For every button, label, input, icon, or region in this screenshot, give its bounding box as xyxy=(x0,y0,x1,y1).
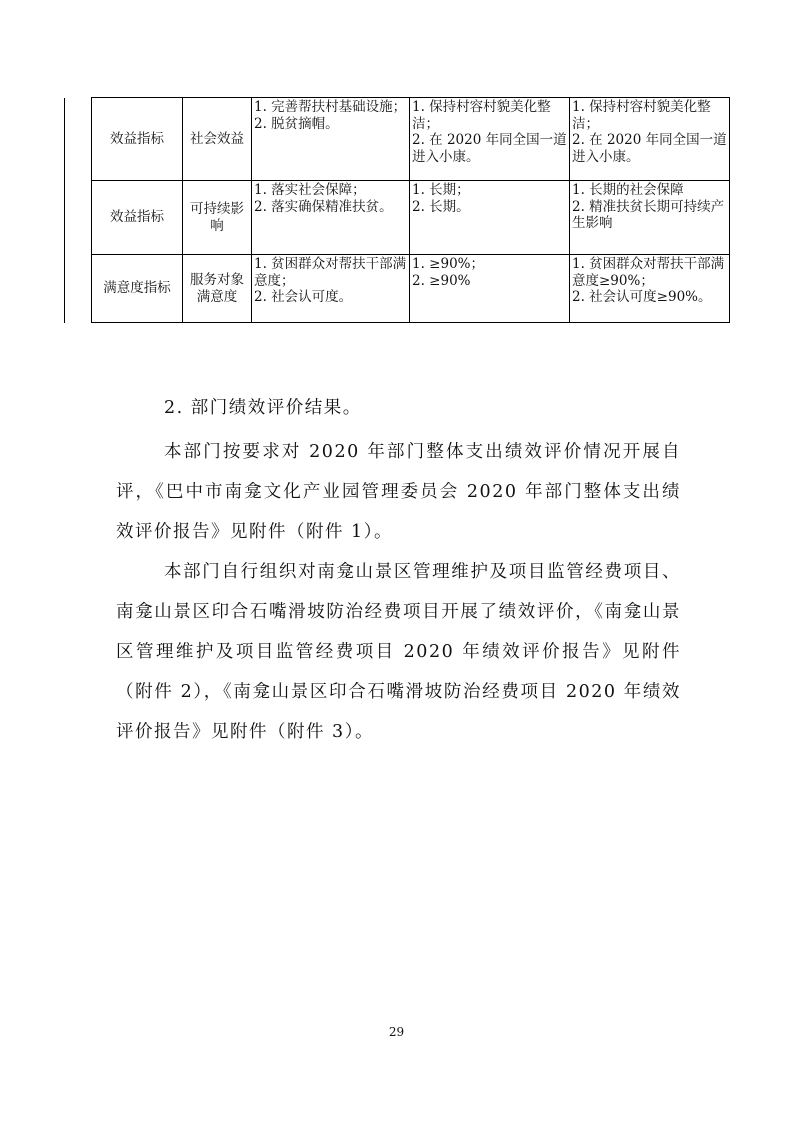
section-heading: 2. 部门绩效评价结果。 xyxy=(164,398,362,418)
table-cell-blank xyxy=(65,98,92,181)
table-cell-category: 满意度指标 xyxy=(92,255,183,323)
table-cell-actual: 1. 贫困群众对帮扶干部满意度≥90%； 2. 社会认可度≥90%。 xyxy=(570,255,730,323)
table-row xyxy=(65,98,730,181)
table-cell-actual: 1. 长期的社会保障 2. 精准扶贫长期可持续产生影响 xyxy=(570,181,730,255)
table-cell-blank xyxy=(65,255,92,323)
body-text xyxy=(116,432,681,752)
table-cell-category: 效益指标 xyxy=(92,98,183,181)
table-cell-subcategory: 服务对象满意度 xyxy=(183,255,252,323)
table-cell-target: 1. ≥90%； 2. ≥90% xyxy=(410,255,570,323)
table-cell-indicator: 1. 贫困群众对帮扶干部满意度； 2. 社会认可度。 xyxy=(252,255,410,323)
table-cell-target: 1. 长期； 2. 长期。 xyxy=(410,181,570,255)
page-number: 29 xyxy=(388,1025,405,1039)
table-cell-subcategory: 可持续影响 xyxy=(183,181,252,255)
table-cell-actual: 1. 保持村容村貌美化整洁； 2. 在 2020 年同全国一道进入小康。 xyxy=(570,98,730,181)
table-row xyxy=(65,255,730,323)
table-cell-indicator: 1. 落实社会保障； 2. 落实确保精准扶贫。 xyxy=(252,181,410,255)
performance-indicator-table xyxy=(64,97,730,323)
table-cell-target: 1. 保持村容村貌美化整洁； 2. 在 2020 年同全国一道进入小康。 xyxy=(410,98,570,181)
paragraph-project-evaluation: 本部门自行组织对南龛山景区管理维护及项目监管经费项目、南龛山景区印合石嘴滑坡防治经费项目开展了绩效评价，《南龛山景区管理维护及项目监管经费项目 2020 年绩效评价报告》见附件（附件 2），《南龛山景区印合石嘴滑坡防治经费项目 2020 年绩效评价报告》见附件（附件 3）。 xyxy=(116,562,681,742)
table-cell-indicator: 1. 完善帮扶村基础设施； 2. 脱贫摘帽。 xyxy=(252,98,410,181)
table-row xyxy=(65,181,730,255)
table-cell-category: 效益指标 xyxy=(92,181,183,255)
table-cell-subcategory: 社会效益 xyxy=(183,98,252,181)
paragraph-self-evaluation: 本部门按要求对 2020 年部门整体支出绩效评价情况开展自评，《巴中市南龛文化产业园管理委员会 2020 年部门整体支出绩效评价报告》见附件（附件 1）。 xyxy=(116,442,681,542)
table-cell-blank xyxy=(65,181,92,255)
